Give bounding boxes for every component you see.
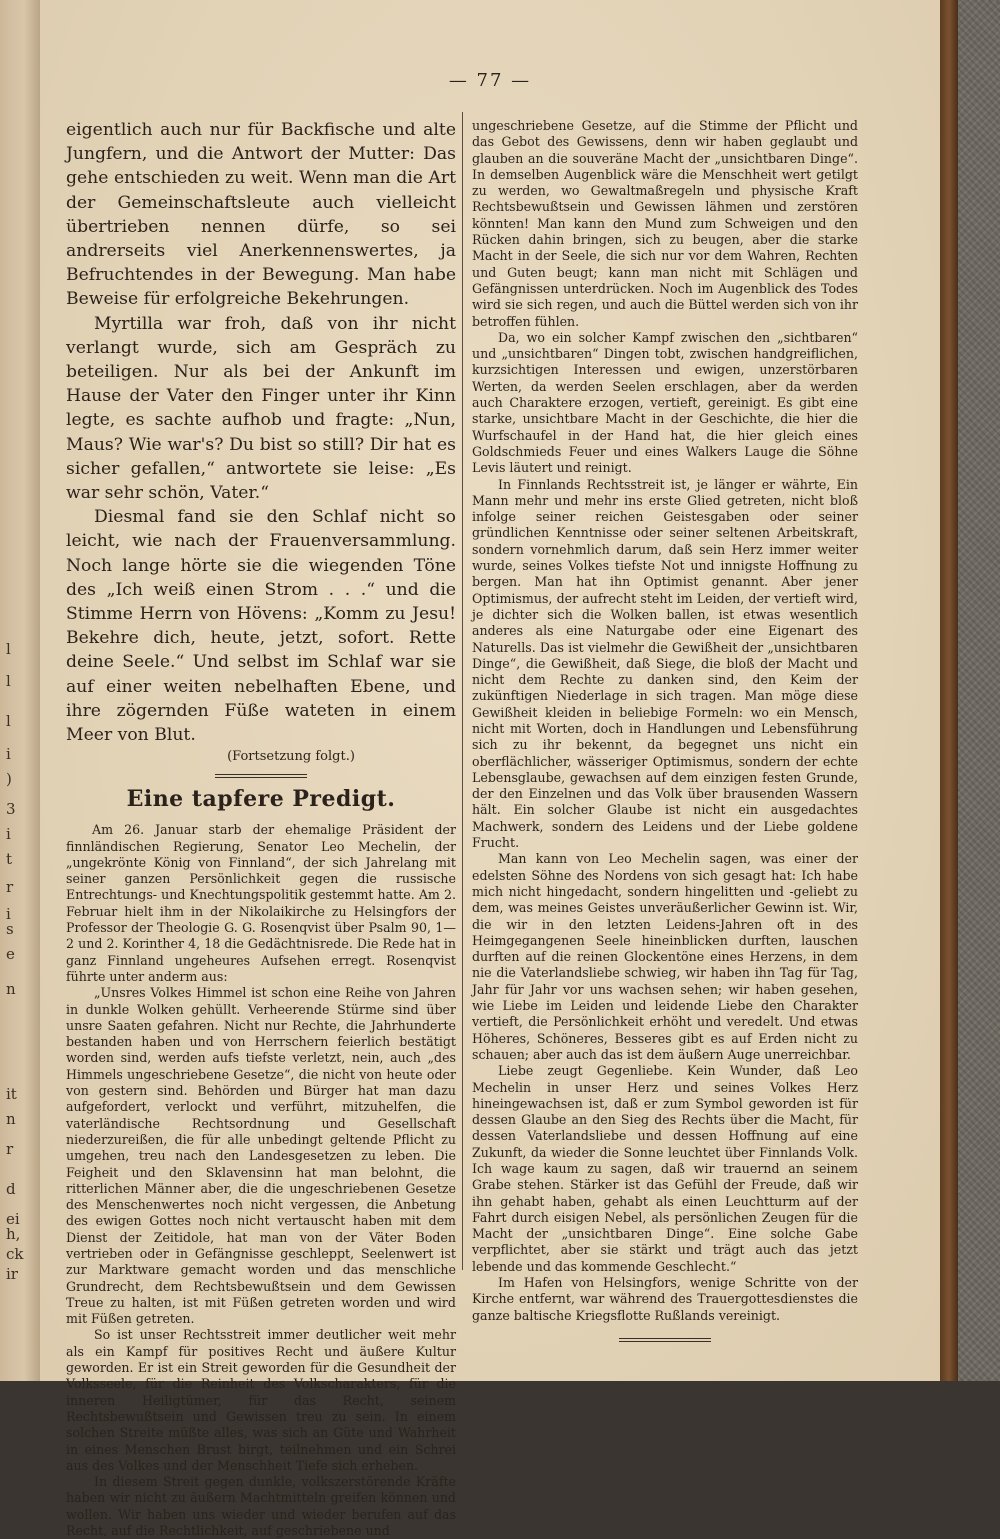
article-paragraph: So ist unser Rechtsstreit immer deutlicher weit mehr als ein Kampf für positives Recht und äußere Kultur geworden. Er ist ein Streit geworden für die Gesundheit der Volksseele, für die Reinheit des Volkscharakters, für die inneren Heiligtümer, für das Recht, seinem Rechtsbewußtsein und Gewissen treu zu sein. In einem solchen Streite müßte alles, was sich an Güte und Wahrheit in eines Menschen Brust birgt, teilnehmen und ein Schrei aus des Volkes und der Menschheit Tiefe sich erheben.	[66, 1327, 456, 1473]
prev-page-fragment: ir	[6, 1265, 18, 1283]
article-paragraph: In Finnlands Rechtsstreit ist, je länger er währte, Ein Mann mehr und mehr ins erste Glied getreten, nicht bloß infolge seiner reichen Geistesgaben oder seiner gründlichen Kenntnisse oder seiner seltenen Arbeitskraft, sondern vornehmlich darum, daß sein Herz immer weiter wurde, seines Volkes tiefste Not und innigste Hoffnung zu bergen. Man hat ihn Optimist genannt. Aber jener Optimismus, der aufrecht steht im Leiden, der vertieft wird, je dichter sich die Wolken ballen, ist etwas wesentlich anderes als eine Naturgabe oder eine Eigenart des Naturells. Das ist vielmehr die Gewißheit der „unsichtbaren Dinge“, die Gewißheit, daß Siege, die bloß der Macht und nicht dem Rechte zu danken sind, den Keim der zukünftigen Niederlage in sich tragen. Man möge diese Gewißheit kleiden in beliebige Formeln: wo ein Mensch, nicht mit Worten, doch in Handlungen und Lebensführung sich zu ihr bekennt, da begegnet uns nicht ein oberflächlicher, wässeriger Optimismus, sondern der echte Lebensglaube, gewachsen auf dem einzigen festen Grunde, der den Einzelnen und das Volk über brausenden Wassern hält. Ein solcher Glaube ist nicht ein ausgedachtes Machwerk, sondern des Leidens und der Liebe goldene Frucht.	[472, 476, 858, 851]
prev-page-fragment: i	[6, 745, 11, 763]
article-paragraph: Am 26. Januar starb der ehemalige Präsident der finnländischen Regierung, Senator Leo Mechelin, der „ungekrönte König von Finnland“, der sich Jahrelang mit seiner ganzen Persönlichkeit gegen die russische Entrechtungs- und Knechtungspolitik gestemmt hatte. Am 2. Februar hielt ihm in der Nikolaikirche zu Helsingfors der Professor der Theologie G. G. Rosenqvist über Psalm 90, 1—2 und 2. Korinther 4, 18 die Gedächtnisrede. Die Rede hat in ganz Finnland ungeheures Aufsehen erregt. Rosenqvist führte unter anderm aus:	[66, 822, 456, 984]
column-rule	[462, 112, 463, 1270]
story-paragraph: eigentlich auch nur für Backfische und alte Jungfern, und die Antwort der Mutter: Das gehe entschieden zu weit. Wenn man die Art der Gemeinschaftsleute auch vielleicht übertrieben nennen dürfe, so sei andrerseits viel Anerkennenswertes, ja Befruchtendes in der Bewegung. Man habe Beweise für erfolgreiche Bekehrungen.	[66, 120, 456, 310]
prev-page-fragment: n	[6, 980, 16, 998]
section-title: Eine tapfere Predigt.	[126, 786, 396, 813]
left-column	[66, 118, 456, 1539]
previous-page-edge	[0, 0, 40, 1381]
prev-page-fragment: ei	[6, 1210, 20, 1228]
article-paragraph: In diesem Streit gegen dunkle, volkszerstörende Kräfte haben wir nicht zu äußern Machtmitteln greifen können und wollen. Wir haben uns wieder und wieder berufen auf das Recht, auf die Rechtlichkeit, auf geschriebene und	[66, 1474, 456, 1539]
prev-page-fragment: s	[6, 920, 14, 938]
prev-page-fragment: t	[6, 850, 13, 868]
page-edge	[940, 0, 958, 1381]
article-paragraph: Liebe zeugt Gegenliebe. Kein Wunder, daß Leo Mechelin in unser Herz und seines Volkes Herz hineingewachsen ist, daß er zum Symbol geworden ist für dessen Glaube an den Sieg des Rechts über die Macht, für dessen Vaterlandsliebe und dessen Hoffnung auf eine Zukunft, da wieder die Sonne leuchtet über Finnlands Volk. Ich wage kaum zu sagen, daß wir trauernd an seinem Grabe stehen. Stärker ist das Gefühl der Freude, daß wir ihn gehabt haben, gehabt als einen Leuchtturm auf der Fahrt durch eisigen Nebel, als persönlichen Zeugen für die Macht der „unsichtbaren Dinge“. Eine solche Gabe verpflichtet, aber sie stärkt und trägt auch das jetzt lebende und das kommende Geschlecht.“	[472, 1063, 858, 1274]
right-column	[472, 118, 858, 1342]
prev-page-fragment: e	[6, 945, 15, 963]
article-paragraph: „Unsres Volkes Himmel ist schon eine Reihe von Jahren in dunkle Wolken gehüllt. Verheerende Stürme sind über unsre Saaten gefahren. Nicht nur Rechte, die Jahrhunderte bestanden haben und von Herrschern feierlich bestätigt worden sind, werden aufs tiefste verletzt, nein, auch „des Himmels ungeschriebene Gesetze“, die nicht von heute oder von gestern sind. Behörden und Bürger hat man dazu aufgefordert, verlockt und verführt, mitzuhelfen, die vaterländische Rechtsordnung und Gesellschaft niederzureißen, die für alle unbedingt geltende Pflicht zu umgehen, treu nach den Landesgesetzen zu leben. Die Feigheit und den Sklavensinn hat man belohnt, die ritterlichen Männer aber, die die ungeschriebenen Gesetze des Menschenwertes noch nicht vergessen, die Anbetung des ewigen Gottes noch nicht vertauscht haben mit dem Dienst der Zeitidole, hat man von der Väter Boden vertrieben oder in Gefängnisse geschleppt, Seelenwert ist zur Marktware gemacht worden und das menschliche Grundrecht, dem Rechtsbewußtsein und dem Gewissen Treue zu halten, ist mit Füßen getreten worden und wird mit Füßen getreten.	[66, 985, 456, 1327]
prev-page-fragment: it	[6, 1085, 17, 1103]
section-divider	[215, 774, 307, 778]
continuation-note: (Fortsetzung folgt.)	[227, 749, 355, 765]
page-number: — 77 —	[448, 70, 532, 91]
prev-page-fragment: n	[6, 1110, 16, 1128]
prev-page-fragment: r	[6, 1140, 14, 1158]
article-body-left	[66, 822, 456, 1539]
prev-page-fragment: l	[6, 672, 11, 690]
article-paragraph: Man kann von Leo Mechelin sagen, was einer der edelsten Söhne des Nordens von sich gesagt hat: Ich habe mich nicht hingedacht, sondern hingelitten und -geliebt zu dem, was meines Geistes unveräußerlicher Gewinn ist. Wir, die wir in den letzten Leidens-Jahren oft in des Heimgegangenen Seele hineinblicken durften, lauschen durften auf die reinen Glockentöne eines Herzens, in dem nie die Vaterlandsliebe schwieg, wir haben ihn Tag für Tag, Jahr für Jahr vor uns wachsen sehen; wir haben gesehen, wie Liebe im Leiden und leidende Liebe den Charakter vertieft, die Persönlichkeit erhöht und veredelt. Und etwas Höheres, Schöneres, Besseres gibt es auf Erden nicht zu schauen; aber auch das ist dem äußern Auge unerreichbar.	[472, 851, 858, 1062]
prev-page-fragment: l	[6, 712, 11, 730]
prev-page-fragment: i	[6, 825, 11, 843]
prev-page-fragment: )	[6, 770, 12, 788]
prev-page-fragment: i	[6, 905, 11, 923]
book-binding	[940, 0, 1000, 1381]
prev-page-fragment: 3	[6, 800, 16, 818]
article-paragraph: Im Hafen von Helsingfors, wenige Schritte von der Kirche entfernt, war während des Trauergottesdienstes die ganze baltische Kriegsflotte Rußlands vereinigt.	[472, 1275, 858, 1323]
story-paragraph: Myrtilla war froh, daß von ihr nicht verlangt wurde, sich am Gespräch zu beteiligen. Nur als bei der Ankunft im Hause der Vater den Finger unter ihr Kinn legte, es sachte aufhob und fragte: „Nun, Maus? Wie war's? Du bist so still? Dir hat es sicher gefallen,“ antwortete sie leise: „Es war sehr schön, Vater.“	[66, 313, 456, 504]
prev-page-fragment: l	[6, 640, 11, 658]
article-paragraph: ungeschriebene Gesetze, auf die Stimme der Pflicht und das Gebot des Gewissens, denn wir haben geglaubt und glauben an die souveräne Macht der „unsichtbaren Dinge“. In demselben Augenblick wäre die Menschheit wert getilgt zu werden, wo Gewaltmaßregeln und physische Kraft Rechtsbewußtsein und Gewissen lähmen und zerstören könnten! Man kann den Mund zum Schweigen und den Rücken dahin bringen, sich zu beugen, aber die starke Macht in der Seele, die sich nur vor dem Wahren, Rechten und Guten beugt; kann man nicht mit Schlägen und Gefängnissen unterdrücken. Noch im Augenblick des Todes wird sie sich regen, und auch die Büttel werden sich von ihr betroffen fühlen.	[472, 118, 858, 329]
end-divider	[619, 1338, 711, 1342]
article-paragraph: Da, wo ein solcher Kampf zwischen den „sichtbaren“ und „unsichtbaren“ Dingen tobt, zwischen handgreiflichen, kurzsichtigen Interessen und ewigen, unzerstörbaren Werten, da werden Seelen erschlagen, aber da werden auch Charaktere erzogen, vertieft, gereinigt. Es gibt eine starke, unsichtbare Macht in der Geschichte, die hier die Wurfschaufel in der Hand hat, die hier gleich eines Goldschmieds Feuer und eines Walkers Lauge die Söhne Levis läutert und reinigt.	[472, 329, 858, 476]
prev-page-fragment: ck	[6, 1245, 24, 1263]
prev-page-fragment: d	[6, 1180, 16, 1198]
story-paragraph: Diesmal fand sie den Schlaf nicht so leicht, wie nach der Frauenversammlung. Noch lange hörte sie die wiegenden Töne des „Ich weiß einen Strom . . .“ und die Stimme Herrn von Hövens: „Komm zu Jesu! Bekehre dich, heute, jetzt, sofort. Rette deine Seele.“ Und selbst im Schlaf war sie auf einer weiten nebelhaften Ebene, und ihre zögernden Füße wateten in einem Meer von Blut.	[66, 507, 456, 746]
prev-page-fragment: r	[6, 878, 14, 896]
story-continuation	[66, 118, 456, 747]
book-page	[40, 0, 940, 1539]
prev-page-fragment: h,	[6, 1225, 21, 1243]
